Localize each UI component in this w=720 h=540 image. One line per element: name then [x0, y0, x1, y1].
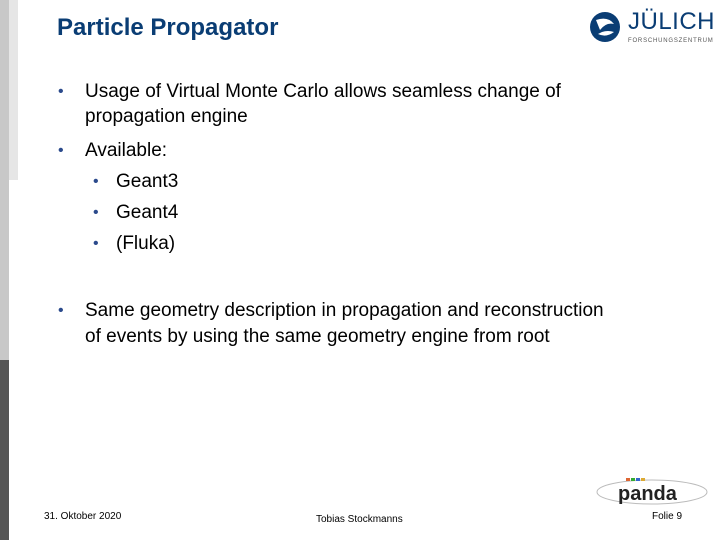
sidebar-highlight — [9, 0, 18, 180]
footer-page: Folie 9 — [652, 511, 683, 522]
bullet-icon: • — [58, 302, 64, 319]
logo-name: JÜLICH — [628, 8, 716, 35]
footer-date: 31. Oktober 2020 — [44, 511, 122, 522]
logo-subtitle: FORSCHUNGSZENTRUM — [628, 38, 714, 44]
list-item — [58, 135, 658, 166]
list-item — [58, 298, 618, 350]
subbullet-text: Geant3 — [116, 171, 179, 192]
list-item — [58, 79, 658, 129]
sidebar-strip-dark — [0, 360, 9, 540]
bullet-icon: • — [93, 204, 99, 221]
juelich-logo — [588, 8, 716, 50]
panda-logo-icon — [596, 476, 712, 506]
list-subitem — [58, 228, 658, 259]
subbullet-text: (Fluka) — [116, 233, 176, 254]
svg-text:panda: panda — [618, 483, 677, 505]
bullet-text: Usage of Virtual Monte Carlo allows seamless change of propagation engine — [85, 81, 561, 127]
juelich-logo-icon — [588, 10, 622, 44]
list-subitem — [58, 197, 658, 228]
subbullet-text: Geant4 — [116, 202, 179, 223]
bullet-icon: • — [58, 83, 64, 100]
footer-author: Tobias Stockmanns — [316, 514, 403, 525]
bullet-list-2 — [58, 298, 618, 350]
bullet-text: Available: — [85, 140, 168, 161]
sidebar-strip — [0, 0, 9, 360]
bullet-text: Same geometry description in propagation and reconstruction of events by using the same geometry engine from root — [85, 300, 604, 347]
list-subitem — [58, 166, 658, 197]
bullet-icon: • — [93, 173, 99, 190]
slide-title: Particle Propagator — [57, 14, 279, 41]
bullet-icon: • — [58, 142, 64, 159]
bullet-icon: • — [93, 235, 99, 252]
bullet-list — [58, 79, 658, 259]
